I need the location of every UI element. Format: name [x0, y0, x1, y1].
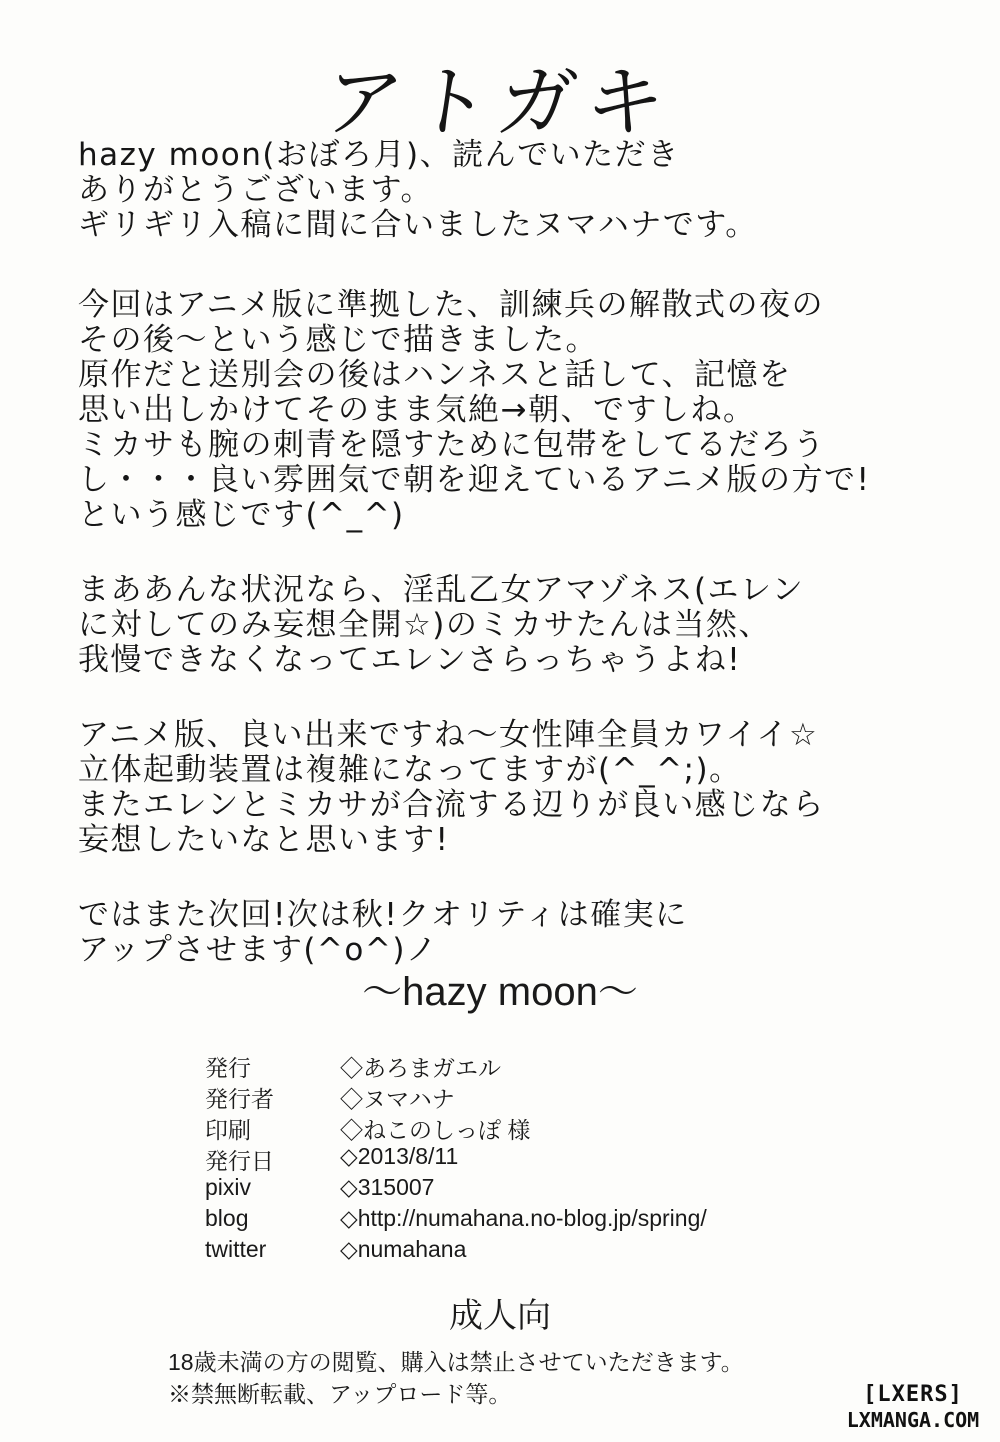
- colophon-value: ◇numahana: [340, 1236, 467, 1262]
- colophon-label: 発行: [205, 1055, 251, 1081]
- colophon-label: 印刷: [205, 1117, 251, 1143]
- text-line: hazy moon(おぼろ月)、読んでいただき: [78, 137, 680, 173]
- colophon-row-printer: [205, 1112, 905, 1143]
- text-line: 我慢できなくなってエレンさらっちゃうよね!: [78, 642, 742, 678]
- text-line: に対してのみ妄想全開☆)のミカサたんは当然、: [78, 607, 771, 643]
- colophon-value: ◇ねこのしっぽ 様: [340, 1117, 531, 1143]
- colophon-value: ◇ヌマハナ: [340, 1086, 455, 1112]
- colophon-row-pixiv: [205, 1174, 905, 1205]
- colophon-value: ◇315007: [340, 1174, 435, 1200]
- colophon-row-date: [205, 1143, 905, 1174]
- text-line: 原作だと送別会の後はハンネスと話して、記憶を: [78, 357, 792, 393]
- notice-line: ※禁無断転載、アップロード等。: [168, 1381, 512, 1407]
- adult-rating-label: 成人向: [449, 1297, 551, 1335]
- circle-name: 〜hazy moon〜: [362, 970, 638, 1014]
- text-line: ミカサも腕の刺青を隠すために包帯をしてるだろう: [78, 427, 826, 463]
- afterword-paragraph-5: [78, 898, 978, 968]
- text-line: 妄想したいなと思います!: [78, 822, 450, 858]
- text-line: またエレンとミカサが合流する辺りが良い感じなら: [78, 787, 825, 823]
- notice-line: 18歳未満の方の閲覧、購入は禁止させていただきます。: [168, 1349, 744, 1375]
- colophon-label: twitter: [205, 1236, 267, 1262]
- colophon-label: blog: [205, 1205, 249, 1231]
- watermark-line-1: [LXERS]: [863, 1382, 963, 1407]
- colophon-label: pixiv: [205, 1174, 252, 1200]
- afterword-paragraph-3: [78, 573, 978, 678]
- site-watermark: [838, 1382, 988, 1432]
- colophon-value: ◇2013/8/11: [340, 1143, 459, 1169]
- text-line: し・・・良い雰囲気で朝を迎えているアニメ版の方で!: [78, 462, 871, 498]
- text-line: ギリギリ入稿に間に合いましたヌマハナです。: [78, 207, 758, 243]
- text-line: ではまた次回!次は秋!クオリティは確実に: [78, 897, 688, 933]
- page-title: アトガキ: [317, 58, 681, 148]
- afterword-paragraph-1: [78, 138, 978, 243]
- text-line: アニメ版、良い出来ですね〜女性陣全員カワイイ☆: [78, 717, 819, 753]
- age-notice: [168, 1346, 744, 1410]
- colophon-value: ◇http://numahana.no-blog.jp/spring/: [340, 1205, 707, 1231]
- colophon-row-issuer: [205, 1081, 905, 1112]
- text-line: 立体起動装置は複雑になってますが(^_^;)。: [78, 752, 742, 788]
- text-line: 思い出しかけてそのまま気絶→朝、ですしね。: [78, 392, 756, 428]
- colophon-label: 発行者: [205, 1086, 274, 1112]
- text-line: その後〜という感じで描きました。: [78, 322, 598, 358]
- colophon: [205, 1050, 905, 1267]
- text-line: アップさせます(^o^)ノ: [78, 932, 439, 968]
- afterword-paragraph-4: [78, 718, 978, 858]
- colophon-row-publisher: [205, 1050, 905, 1081]
- text-line: ありがとうございます。: [78, 172, 434, 208]
- text-line: まああんな状況なら、淫乱乙女アマゾネス(エレン: [78, 572, 805, 608]
- text-line: 今回はアニメ版に準拠した、訓練兵の解散式の夜の: [78, 287, 824, 323]
- colophon-label: 発行日: [205, 1148, 274, 1174]
- watermark-line-2: LXMANGA.COM: [846, 1408, 980, 1432]
- colophon-value: ◇あろまガエル: [340, 1055, 501, 1081]
- colophon-row-blog: [205, 1205, 905, 1236]
- text-line: という感じです(^_^): [78, 497, 405, 533]
- afterword-paragraph-2: [78, 288, 978, 533]
- colophon-row-twitter: [205, 1236, 905, 1267]
